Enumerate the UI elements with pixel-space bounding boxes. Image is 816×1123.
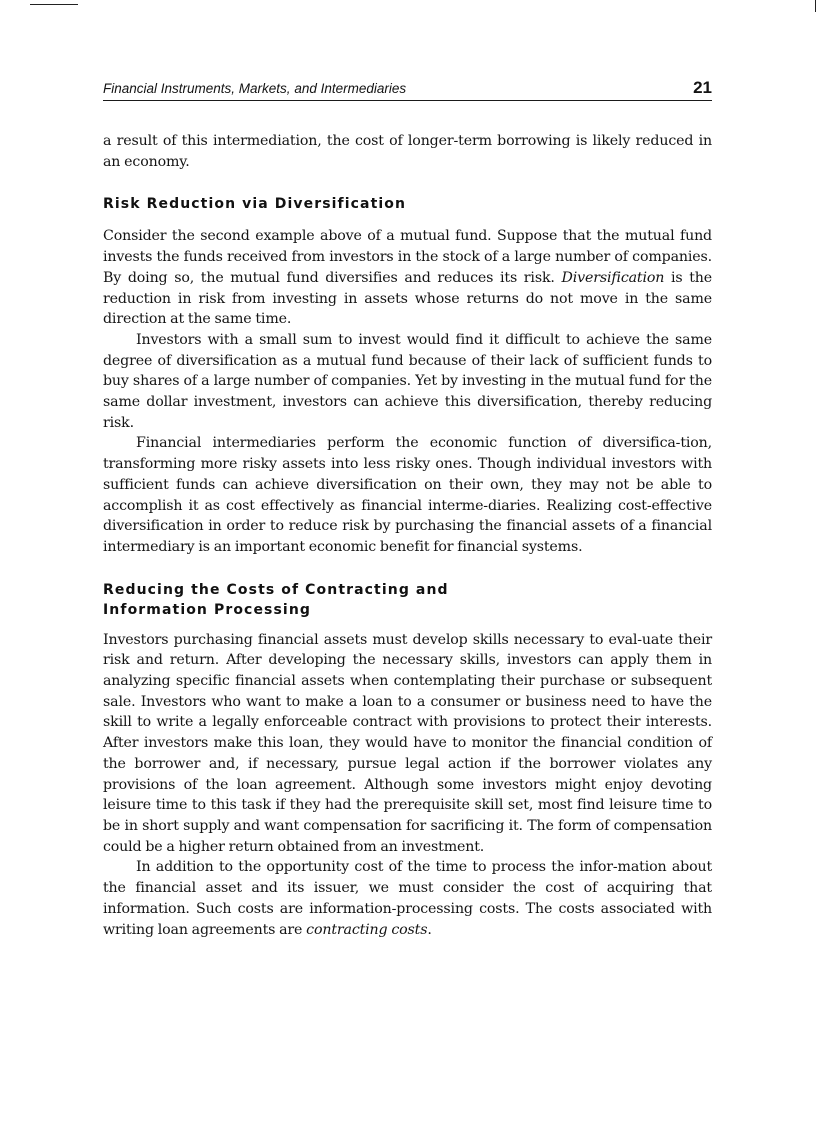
crop-mark-left (30, 4, 78, 5)
risk-p1-text-before: Consider the second example above of a mutual fund. Suppose that the mutual fund invests the funds received from investors in the stock of a large number of companies. By doing so, the mutual fund diversifies and reduces its risk. (103, 228, 712, 286)
running-head (103, 80, 712, 101)
running-title: Financial Instruments, Markets, and Intermediaries (103, 81, 407, 96)
diversification-term: Diversification (561, 269, 665, 286)
risk-paragraph-2: Investors with a small sum to invest would find it difficult to achieve the same degree of diversification as a mutual fund because of their lack of sufficient funds to buy shares of a large number of companies. Yet by investing in the mutual fund for the same dollar investment, investors can achieve this diversification, thereby reducing risk. (103, 331, 712, 431)
page-body (103, 131, 712, 940)
costs-p2-text-before: In addition to the opportunity cost of the time to process the infor-mation about the financial asset and its issuer, we must consider the cost of acquiring that information. Such costs are information-processing costs. The costs associated with writing loan agreements are (103, 859, 712, 938)
costs-paragraph-1: Investors purchasing financial assets must develop skills necessary to eval-uate their risk and return. After developing the necessary skills, investors can apply them in analyzing specific financial assets when contemplating their purchase or subsequent sale. Investors who want to make a loan to a consumer or business need to have the skill to write a legally enforceable contract with provisions to protect their interests. After investors make this loan, they would have to monitor the financial condition of the borrower and, if necessary, pursue legal action if the borrower violates any provisions of the loan agreement. Although some investors might enjoy devoting leisure time to this task if they had the prerequisite skill set, most find leisure time to be in short supply and want compensation for sacrificing it. The form of compensation could be a higher return obtained from an investment. (103, 631, 712, 855)
costs-p2-text-after: . (427, 921, 432, 938)
risk-p1-text-after: is the reduction in risk from investing in assets whose returns do not move in the same direction at the same time. (103, 269, 712, 328)
risk-paragraph-1 (103, 226, 712, 330)
risk-paragraph-3: Financial intermediaries perform the economic function of diversifica-tion, transforming more risky assets into less risky ones. Though individual investors with sufficient funds can achieve diversification on their own, they may not be able to accomplish it as cost effectively as financial interme-diaries. Realizing cost-effective diversification in order to reduce risk by purchasing the financial assets of a financial intermediary is an important economic benefit for financial systems. (103, 435, 712, 555)
page-number: 21 (693, 78, 712, 97)
contracting-costs-term: contracting costs (306, 921, 428, 938)
risk-reduction-heading: Risk Reduction via Diversification (103, 196, 407, 213)
costs-paragraph-2 (103, 857, 712, 940)
contracting-costs-heading: Reducing the Costs of Contracting and Information Processing (103, 581, 449, 618)
intro-paragraph: a result of this intermediation, the cost of longer-term borrowing is likely reduced in an economy. (103, 133, 712, 170)
